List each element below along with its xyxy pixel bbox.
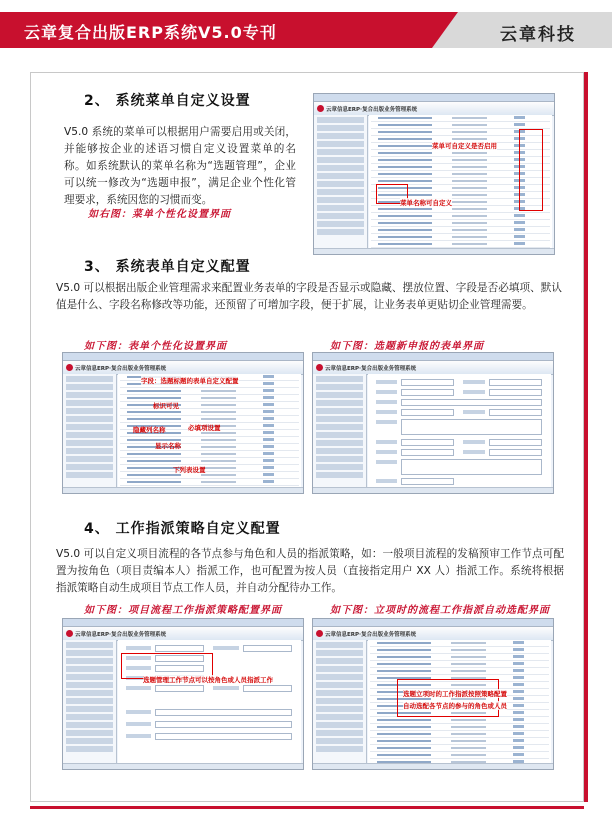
app-title: 云章信息ERP·复合出版业务管理系统 [325,632,417,638]
section-3-caption-right: 如下图：选题新申报的表单界面 [330,341,484,352]
annotation-visible: 标识可见 [153,402,179,410]
section-3-caption-left: 如下图：表单个性化设置界面 [84,341,227,352]
page-header [0,0,612,60]
form-config-screenshot [62,352,304,494]
status-bar [314,248,554,254]
section-3-title: 3、 系统表单自定义配置 [84,259,251,275]
annotation-auto-2: 自动选配各节点的参与的角色或人员 [403,702,507,710]
annotation-dropdown: 下列表设置 [173,466,206,474]
app-toolbar [314,102,554,116]
annotation-display-name: 显示名称 [155,442,181,450]
app-title: 云章信息ERP·复合出版业务管理系统 [325,366,417,372]
app-logo-icon [316,630,323,637]
section-2-paragraph: V5.0 系统的菜单可以根据用户需要启用或关闭，并能够按企业的述语习惯自定义设置菜单的名称。如系统默认的菜单名称为“选题管理”，企业可以统一修改为“选题申报”，满足企业个性化管理要求，系统因您的习惯而变。 [64,126,296,206]
section-3-paragraph: V5.0 可以根据出版企业管理需求来配置业务表单的字段是否显示或隐藏、摆放位置、字段是否必填项、默认值是什么、字段名称修改等功能，还预留了可增加字段，便于扩展，让业务表单更贴切企业管理需要。 [56,282,562,311]
footer-line [30,806,584,809]
menu-config-screenshot [313,93,555,255]
annotation-hidden-name: 隐藏列名称 [133,426,166,434]
annotation-auto-1: 选题立项时的工作指派按照策略配置 [403,690,507,698]
nav-panel [314,115,368,248]
header-brand: 云章科技 [500,25,576,45]
assign-strategy-screenshot [62,618,304,770]
annotation-required: 必填项设置 [188,424,221,432]
annotation-box-enable [519,129,543,211]
app-title: 云章信息ERP·复合出版业务管理系统 [75,632,167,638]
app-title: 云章信息ERP·复合出版业务管理系统 [326,107,418,113]
section-4-paragraph: V5.0 可以自定义项目流程的各节点参与角色和人员的指派策略，如：一般项目流程的发稿预审工作节点可配置为按角色（项目责编本人）指派工作，也可配置为按人员（直接指定用户 XX 人）指派工作。系统将根据指派策略自动生成项目节点工作人员，并自动分配待办工作。 [56,548,564,594]
annotation-menu-enable: 菜单可自定义是否启用 [432,142,497,150]
section-4-caption-right: 如下图：立项时的流程工作指派自动选配界面 [330,605,550,616]
app-logo-icon [66,630,73,637]
topic-form [368,374,551,487]
window-titlebar [314,94,554,102]
app-logo-icon [316,364,323,371]
app-logo-icon [66,364,73,371]
new-topic-form-screenshot [312,352,554,494]
auto-assign-screenshot [312,618,554,770]
header-title: 云章复合出版ERP系统V5.0专刊 [24,23,277,42]
app-title: 云章信息ERP·复合出版业务管理系统 [75,366,167,372]
section-2-caption: 如右图：菜单个性化设置界面 [88,209,231,220]
side-accent-bar [584,72,588,802]
app-logo-icon [317,105,324,112]
annotation-box-auto [397,679,499,717]
annotation-assign-node: 选题管理工作节点可以按角色或人员指派工作 [143,676,273,684]
annotation-form-title: 字段：选题标题的表单自定义配置 [141,377,239,385]
section-2-title: 2、 系统菜单自定义设置 [84,93,251,109]
annotation-menu-name: 菜单名称可自定义 [400,199,452,207]
section-4-caption-left: 如下图：项目流程工作指派策略配置界面 [84,605,282,616]
section-4-title: 4、 工作指派策略自定义配置 [84,521,281,537]
